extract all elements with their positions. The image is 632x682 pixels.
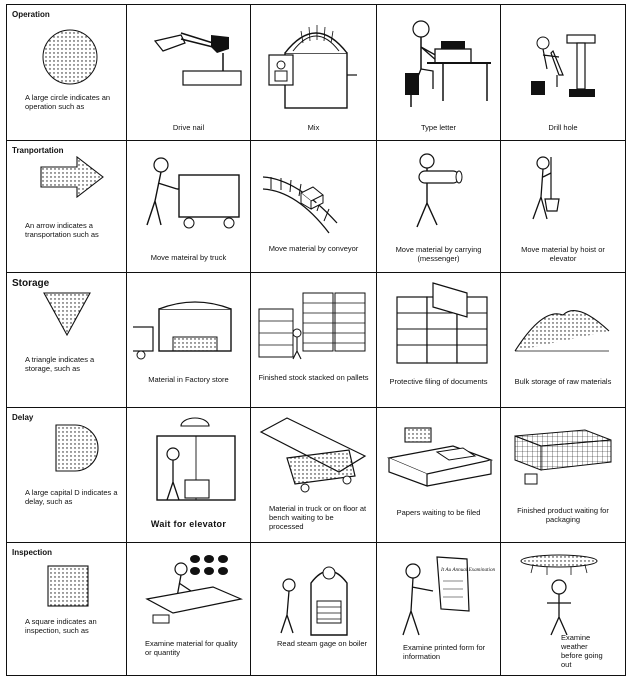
example-wait-elevator <box>127 408 251 543</box>
caption-type-letter: Type letter <box>420 123 457 132</box>
caption-move-by-carrying: Move material by carrying (messenger) <box>395 245 482 263</box>
example-waiting-processed <box>251 408 377 543</box>
caption-drive-nail: Drive nail <box>172 123 205 132</box>
example-product-waiting <box>501 408 625 543</box>
handwritten-note: It Au Annual Examination <box>441 567 495 573</box>
papers-desk-icon <box>383 416 495 506</box>
factory-store-icon <box>133 281 245 371</box>
caption-factory-store: Material in Factory store <box>148 375 229 384</box>
row-description-operation: A large circle indicates an operation such as <box>25 93 111 111</box>
caption-move-by-truck: Move mateiral by truck <box>150 253 227 262</box>
capital-d-icon <box>53 422 103 474</box>
row-title-delay: Delay <box>12 413 34 422</box>
example-drive-nail <box>127 5 251 141</box>
example-examine-weather <box>501 543 625 675</box>
triangle-icon <box>41 289 93 339</box>
row-description-storage: A triangle indicates a storage, such as <box>25 355 95 373</box>
example-papers-waiting <box>377 408 501 543</box>
example-mix <box>251 5 377 141</box>
process-symbols-chart <box>6 4 626 676</box>
large-circle-icon <box>40 27 100 87</box>
caption-examine-material: Examine material for quality or quantity <box>145 639 238 657</box>
caption-bulk-storage: Bulk storage of raw materials <box>514 377 612 386</box>
weather-sky-icon <box>507 551 617 637</box>
example-filing-documents <box>377 273 501 408</box>
example-move-by-carrying <box>377 141 501 273</box>
example-steam-gage <box>251 543 377 675</box>
caption-filing-documents: Protective filing of documents <box>389 377 488 386</box>
drill-press-icon <box>507 13 617 113</box>
row-title-transportation: Tranportation <box>12 146 64 155</box>
caption-waiting-processed: Material in truck or on floor at bench waiting to be processed <box>269 504 367 531</box>
row-title-inspection: Inspection <box>12 548 53 557</box>
caption-stacked-pallets: Finished stock stacked on pallets <box>258 373 369 382</box>
example-type-letter <box>377 5 501 141</box>
example-factory-store <box>127 273 251 408</box>
typist-desk-icon <box>383 13 495 113</box>
example-drill-hole <box>501 5 625 141</box>
truck-bench-icon <box>257 416 369 506</box>
square-icon <box>45 563 91 609</box>
storage-symbol-cell <box>7 273 127 408</box>
caption-printed-form: Examine printed form for information <box>403 643 486 661</box>
row-description-inspection: A square indicates an inspection, such as <box>25 617 97 635</box>
inspection-symbol-cell <box>7 543 127 675</box>
boxed-product-icon <box>507 416 617 506</box>
caption-move-by-conveyor: Move material by conveyor <box>268 244 359 253</box>
caption-examine-weather: Examine weather before going out <box>561 633 603 669</box>
pallet-stacks-icon <box>257 281 369 371</box>
delay-symbol-cell <box>7 408 127 543</box>
reading-form-icon <box>383 551 495 637</box>
caption-steam-gage: Read steam gage on boiler <box>277 639 368 648</box>
example-bulk-storage <box>501 273 625 408</box>
row-title-storage: Storage <box>12 278 50 289</box>
mixer-machine-icon <box>257 13 369 113</box>
steam-boiler-icon <box>257 551 369 637</box>
filing-cabinets-icon <box>383 281 495 371</box>
example-move-by-conveyor <box>251 141 377 273</box>
elevator-wait-icon <box>133 416 245 512</box>
hammer-nail-icon <box>133 13 243 103</box>
messenger-carrying-icon <box>383 149 495 249</box>
inspection-bench-icon <box>133 551 245 637</box>
example-move-by-truck <box>127 141 251 273</box>
example-move-by-hoist <box>501 141 625 273</box>
operation-symbol-cell <box>7 5 127 141</box>
caption-move-by-hoist: Move material by hoist or elevator <box>521 245 605 263</box>
example-stacked-pallets <box>251 273 377 408</box>
caption-drill-hole: Drill hole <box>548 123 578 132</box>
example-examine-material <box>127 543 251 675</box>
conveyor-icon <box>257 149 369 249</box>
caption-product-waiting: Finished product waiting for packaging <box>517 506 609 524</box>
arrow-icon <box>37 155 107 199</box>
row-title-operation: Operation <box>12 10 50 19</box>
caption-wait-elevator: Wait for elevator <box>150 519 227 529</box>
raw-material-pile-icon <box>507 281 617 371</box>
caption-papers-waiting: Papers waiting to be filed <box>396 508 481 517</box>
hoist-elevator-icon <box>507 149 617 249</box>
transportation-symbol-cell <box>7 141 127 273</box>
hand-truck-icon <box>133 149 245 249</box>
caption-mix: Mix <box>307 123 320 132</box>
row-description-delay: A large capital D indicates a delay, such as <box>25 488 118 506</box>
row-description-transportation: An arrow indicates a transportation such as <box>25 221 99 239</box>
example-printed-form <box>377 543 501 675</box>
